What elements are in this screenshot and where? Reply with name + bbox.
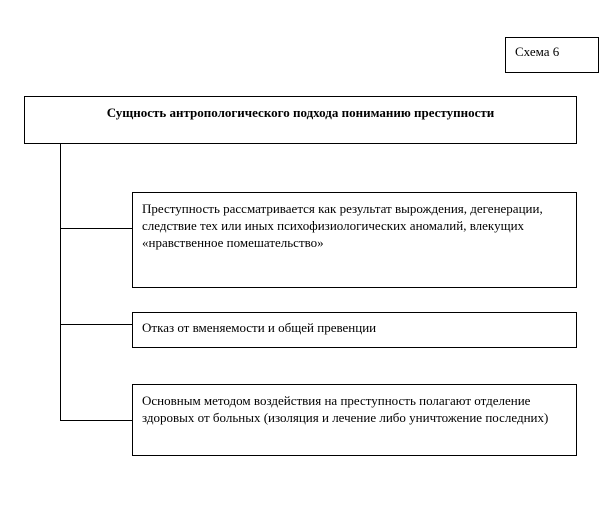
connector-branch-3 — [60, 420, 132, 421]
diagram-item-isolation-method: Основным методом воздействия на преступность полагают отделение здоровых от больных (изоляция и лечение либо уничтожение последних) — [132, 384, 577, 456]
schema-label: Схема 6 — [505, 37, 599, 73]
connector-branch-1 — [60, 228, 132, 229]
diagram-item-sanity-rejection: Отказ от вменяемости и общей превенции — [132, 312, 577, 348]
connector-branch-2 — [60, 324, 132, 325]
connector-vertical — [60, 144, 61, 420]
diagram-item-degeneration: Преступность рассматривается как результат вырождения, дегенерации, следствие тех или иных психофизиологических аномалий, влекущих «нравственное помешательство» — [132, 192, 577, 288]
diagram-title: Сущность антропологического подхода пониманию преступности — [24, 96, 577, 144]
